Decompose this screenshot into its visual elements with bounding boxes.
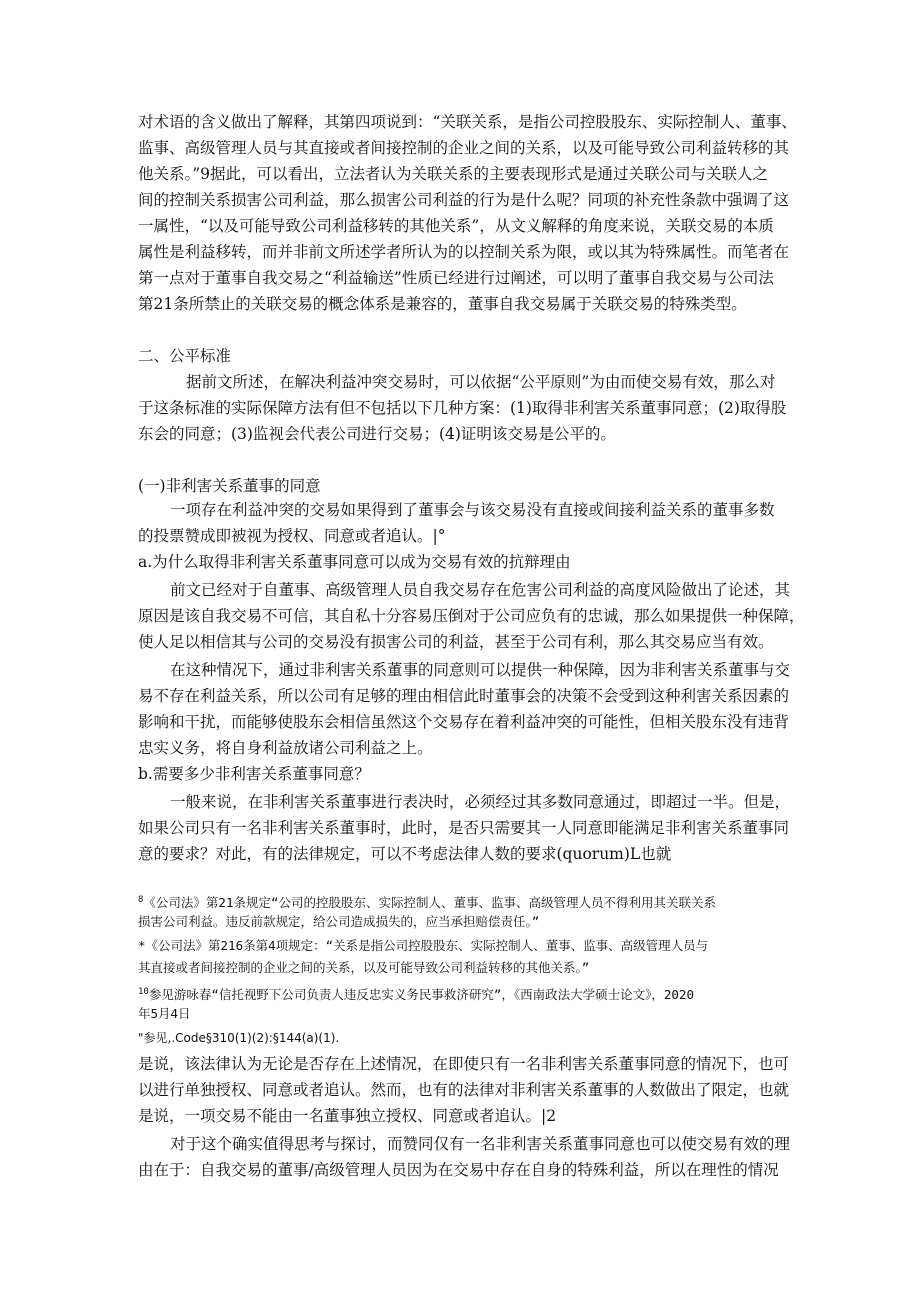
para5-line: 易不存在利益关系，所以公司有足够的理由相信此时董事会的决策不会受到这种利害关系因素的 bbox=[138, 687, 790, 705]
footnote-marker: 8 bbox=[138, 895, 144, 905]
footnote-10-cont: 年5月4日 bbox=[138, 1006, 191, 1021]
para2-line: 东会的同意；(3)监视会代表公司进行交易；(4)证明该交易是公平的。 bbox=[138, 425, 616, 443]
para1-line: 第21条所禁止的关联交易的概念体系是兼容的，董事自我交易属于关联交易的特殊类型。 bbox=[138, 295, 747, 313]
footnote-11: "参见,.Code§310(1)(2):§144(a)(1). bbox=[138, 1031, 340, 1045]
para6-line: 一般来说，在非利害关系董事进行表决时，必须经过其多数同意通过，即超过一半。但是， bbox=[170, 793, 791, 811]
para1-line: 间的控制关系损害公司利益，那么损害公司利益的行为是什么呢？同项的补充性条款中强调了这 bbox=[138, 191, 790, 209]
para7-line: 以进行单独授权、同意或者追认。然而，也有的法律对非利害关系董事的人数做出了限定，也就 bbox=[138, 1081, 790, 1099]
para5-line: 在这种情况下，通过非利害关系董事的同意则可以提供一种保障，因为非利害关系董事与交 bbox=[170, 661, 791, 679]
subsection-heading: (一)非利害关系董事的同意 bbox=[138, 477, 321, 495]
para4-line: 原因是该自我交易不可信，其自私十分容易压倒对于公司应负有的忠诚，那么如果提供一种保障， bbox=[138, 607, 805, 625]
footnote-9-cont: 其直接或者间接控制的企业之间的关系，以及可能导致公司利益转移的其他关系。” bbox=[138, 960, 590, 975]
footnote-text: 《公司法》第216条第4项规定：“关系是指公司控股股东、实际控制人、董事、监事、高级管理人员与 bbox=[145, 938, 709, 953]
para1-line: 属性是利益移转，而并非前文所述学者所认为的以控制关系为限，或以其为特殊属性。而笔者在 bbox=[138, 243, 790, 261]
para8-line: 由在于：自我交易的董事/高级管理人员因为在交易中存在自身的特殊利益，所以在理性的情况 bbox=[138, 1161, 779, 1179]
para1-line: 监事、高级管理人员与其直接或者间接控制的企业之间的关系，以及可能导致公司利益转移的其 bbox=[138, 139, 790, 157]
para1-line: 对术语的含义做出了解释，其第四项说到：“关联关系，是指公司控股股东、实际控制人、董事、 bbox=[138, 113, 797, 131]
para7-line: 是说，该法律认为无论是否存在上述情况，在即使只有一名非利害关系董事同意的情况下，也可 bbox=[138, 1055, 790, 1073]
para1-line: 第一点对于董事自我交易之“利益输送”性质已经进行过阐述，可以明了董事自我交易与公司法 bbox=[138, 269, 774, 287]
para5-line: 忠实义务，将自身利益放诸公司利益之上。 bbox=[138, 739, 433, 757]
para4-line: 使人足以相信其与公司的交易没有损害公司的利益，甚至于公司有利，那么其交易应当有效。 bbox=[138, 633, 774, 651]
para1-line: 一属性，“以及可能导致公司利益移转的其他关系”，从文义解释的角度来说，关联交易的本质 bbox=[138, 217, 774, 235]
footnote-marker: 10 bbox=[138, 987, 149, 997]
item-b-heading: b.需要多少非利害关系董事同意？ bbox=[138, 765, 370, 783]
para3-line: 的投票赞成即被视为授权、同意或者追认。|° bbox=[138, 527, 446, 545]
section-heading: 二、公平标准 bbox=[138, 347, 232, 365]
para6-line: 如果公司只有一名非利害关系董事时，此时，是否只需要其一人同意即能满足非利害关系董事同 bbox=[138, 819, 790, 837]
footnote-8-cont: 损害公司利益。违反前款规定，给公司造成损失的，应当承担赔偿责任。” bbox=[138, 914, 540, 929]
para4-line: 前文已经对于自董事、高级管理人员自我交易存在危害公司利益的高度风险做出了论述，其 bbox=[170, 581, 791, 599]
footnote-9 bbox=[138, 938, 708, 954]
para5-line: 影响和干扰，而能够使股东会相信虽然这个交易存在着利益冲突的可能性，但相关股东没有违背 bbox=[138, 713, 790, 731]
footnote-text: 《公司法》第21条规定“公司的控股股东、实际控制人、董事、监事、高级管理人员不得利用其关联关系 bbox=[143, 895, 717, 911]
para8-line: 对于这个确实值得思考与探讨，而赞同仅有一名非利害关系董事同意也可以使交易有效的理 bbox=[170, 1135, 791, 1153]
para2-line: 于这条标准的实际保障方法有但不包括以下几种方案：(1)取得非利害关系董事同意；(2)取得股 bbox=[138, 399, 787, 417]
footnote-8 bbox=[138, 892, 716, 911]
para1-line: 他关系。”9据此，可以看出，立法者认为关联关系的主要表现形式是通过关联公司与关联人之 bbox=[138, 165, 769, 183]
footnote-10 bbox=[138, 984, 694, 1003]
footnote-marker: * bbox=[138, 938, 146, 953]
item-a-heading: a.为什么取得非利害关系董事同意可以成为交易有效的抗辩理由 bbox=[138, 553, 571, 571]
para6-line: 意的要求？对此，有的法律规定，可以不考虑法律人数的要求(quorum)L也就 bbox=[138, 845, 672, 863]
para7-line: 是说，一项交易不能由一名董事独立授权、同意或者追认。|2 bbox=[138, 1107, 557, 1125]
para2-line: 据前文所述，在解决利益冲突交易时，可以依据“公平原则”为由而使交易有效，那么对 bbox=[186, 373, 776, 391]
para3-line: 一项存在利益冲突的交易如果得到了董事会与该交易没有直接或间接利益关系的董事多数 bbox=[170, 501, 775, 519]
footnote-text: 参见游咏春“信托视野下公司负责人违反忠实义务民事救济研究”，《西南政法大学硕士论文》，2020 bbox=[148, 987, 694, 1003]
